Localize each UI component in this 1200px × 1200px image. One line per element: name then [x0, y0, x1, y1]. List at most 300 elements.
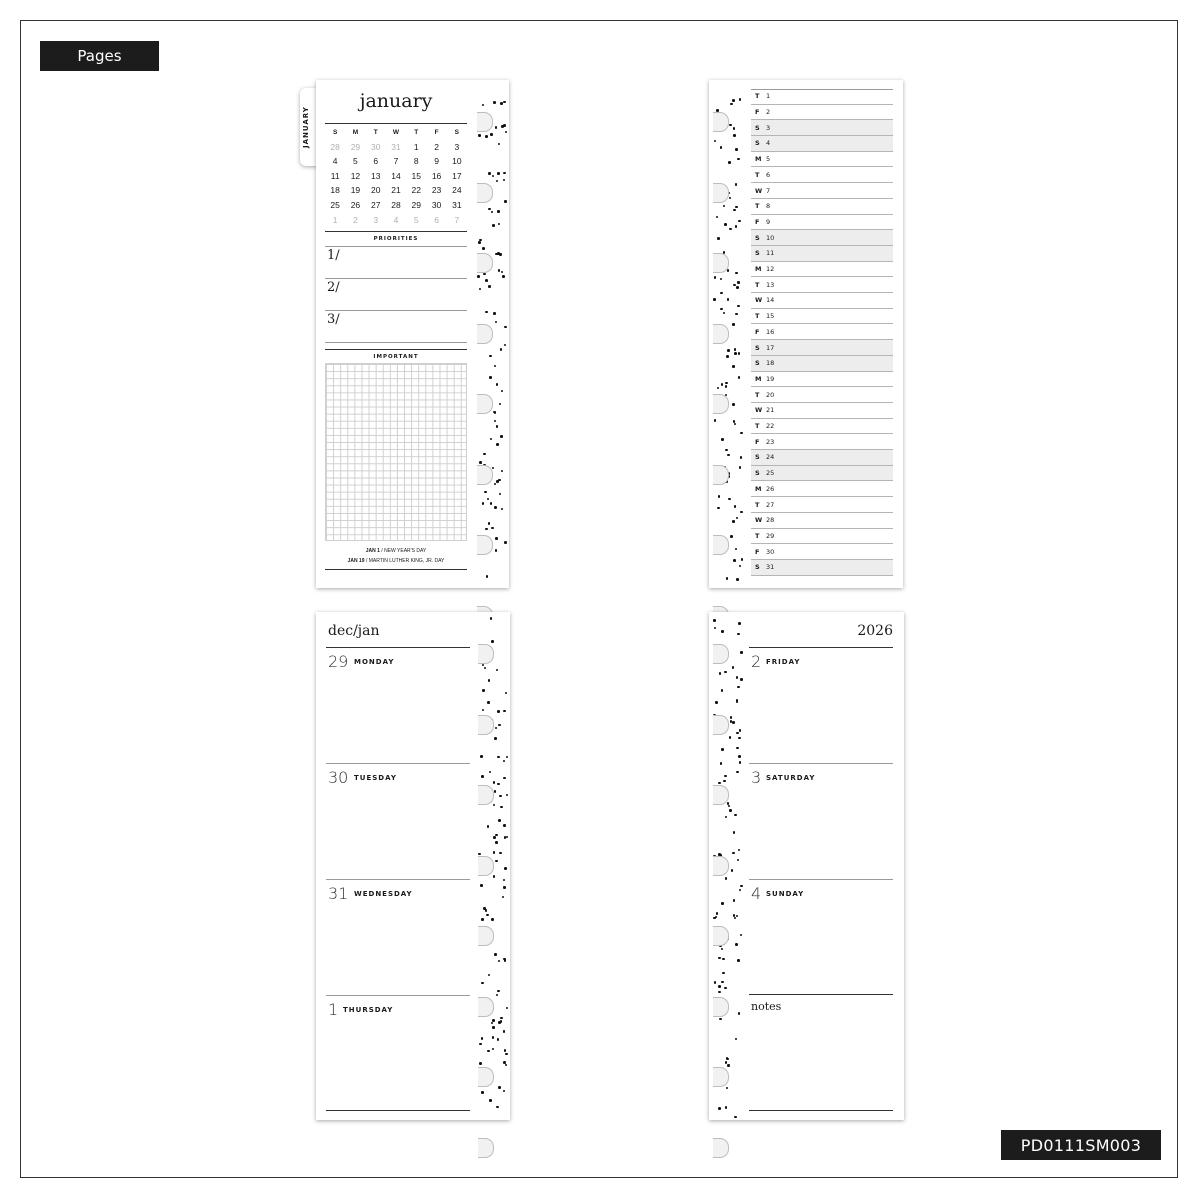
- calendar-day[interactable]: 28: [391, 199, 401, 210]
- calendar-day[interactable]: 12: [350, 170, 361, 181]
- dot-pattern: [498, 143, 501, 146]
- calendar-day[interactable]: 18: [330, 185, 340, 196]
- dot-pattern: [726, 1087, 729, 1090]
- calendar-day[interactable]: 20: [370, 185, 381, 196]
- dot-pattern: [732, 365, 735, 368]
- day-row[interactable]: [751, 152, 893, 168]
- dot-pattern: [718, 782, 721, 785]
- day-writing-area[interactable]: [751, 904, 893, 992]
- dot-pattern: [504, 1049, 507, 1052]
- calendar-day[interactable]: 8: [413, 156, 419, 167]
- dot-pattern: [737, 633, 740, 636]
- dot-pattern: [730, 535, 733, 538]
- dot-pattern: [721, 748, 724, 751]
- day-number: 1: [766, 92, 771, 101]
- dot-pattern: [736, 578, 739, 581]
- weekday-letter: W: [755, 516, 763, 525]
- dot-pattern: [482, 709, 485, 712]
- dot-pattern: [499, 403, 502, 406]
- ring-slot: [477, 112, 493, 132]
- dot-pattern: [490, 617, 493, 620]
- dot-pattern: [721, 438, 724, 441]
- weekday-header: S: [454, 129, 460, 136]
- dot-pattern: [481, 918, 484, 921]
- dot-pattern: [500, 1017, 503, 1020]
- dot-pattern: [506, 1007, 509, 1010]
- calendar-day[interactable]: 25: [330, 199, 340, 210]
- day-row[interactable]: [751, 183, 893, 199]
- calendar-day[interactable]: 24: [452, 185, 462, 196]
- ring-slot: [713, 1067, 729, 1087]
- dot-pattern: [479, 239, 482, 242]
- dot-pattern: [485, 528, 488, 531]
- dot-pattern: [736, 517, 739, 520]
- ring-slot: [713, 183, 729, 203]
- calendar-day[interactable]: 30: [370, 141, 381, 152]
- day-row[interactable]: [751, 434, 893, 450]
- dot-pattern: [739, 761, 742, 764]
- dot-pattern: [721, 630, 724, 633]
- dot-pattern: [718, 957, 721, 960]
- dot-pattern: [495, 860, 498, 863]
- weekday-header: M: [352, 129, 359, 136]
- sku-label: PD0111SM003: [1001, 1130, 1161, 1160]
- dot-pattern: [477, 275, 480, 278]
- day-number: 1: [328, 1000, 339, 1019]
- dot-pattern: [497, 172, 500, 175]
- dot-strip: [474, 612, 510, 1120]
- day-row[interactable]: [751, 419, 893, 435]
- ring-slot: [477, 253, 493, 273]
- dot-pattern: [716, 912, 719, 915]
- day-name: MONDAY: [354, 658, 395, 666]
- day-number: 27: [766, 500, 775, 509]
- day-number: 6: [766, 170, 771, 179]
- dot-pattern: [729, 197, 732, 200]
- day-row[interactable]: [751, 372, 893, 388]
- dot-pattern: [481, 1091, 484, 1094]
- calendar-day[interactable]: 16: [431, 170, 442, 181]
- dot-pattern: [503, 760, 506, 763]
- dot-pattern: [494, 420, 497, 423]
- day-row[interactable]: [751, 450, 893, 466]
- dot-pattern: [717, 237, 720, 240]
- dot-pattern: [738, 755, 741, 758]
- weekday-letter: S: [755, 469, 760, 478]
- day-name: FRIDAY: [766, 658, 801, 666]
- dot-pattern: [714, 627, 717, 630]
- dot-pattern: [733, 559, 736, 562]
- dot-pattern: [481, 775, 484, 778]
- dot-pattern: [479, 461, 482, 464]
- dot-pattern: [495, 126, 498, 129]
- calendar-day[interactable]: 7: [393, 156, 399, 167]
- divider: [325, 231, 467, 232]
- ring-slot: [478, 926, 494, 946]
- weekday-letter: T: [755, 170, 760, 179]
- calendar-day[interactable]: 23: [431, 185, 442, 196]
- dot-pattern: [713, 917, 716, 920]
- dot-pattern: [714, 140, 717, 143]
- dot-pattern: [738, 376, 741, 379]
- calendar-day[interactable]: 5: [413, 214, 419, 225]
- calendar-day[interactable]: 17: [452, 170, 462, 181]
- priority-number: 3/: [327, 312, 340, 327]
- dot-pattern: [493, 781, 496, 784]
- dot-pattern: [486, 575, 489, 578]
- ring-slot: [477, 324, 493, 344]
- calendar-day[interactable]: 19: [350, 185, 361, 196]
- ring-slot: [713, 465, 729, 485]
- dot-pattern: [719, 672, 722, 675]
- day-row[interactable]: [751, 136, 893, 152]
- weekday-letter: S: [755, 343, 760, 352]
- dot-pattern: [713, 619, 716, 622]
- dot-pattern: [492, 1036, 495, 1039]
- calendar-day[interactable]: 1: [413, 141, 419, 152]
- day-row[interactable]: [751, 309, 893, 325]
- dot-pattern: [735, 1038, 738, 1041]
- day-writing-area[interactable]: [751, 672, 893, 760]
- dot-pattern: [484, 667, 487, 670]
- ring-slot: [478, 1067, 494, 1087]
- day-row[interactable]: [751, 246, 893, 262]
- dot-pattern: [485, 135, 488, 138]
- day-number: 7: [766, 186, 771, 195]
- dot-pattern: [738, 737, 741, 740]
- important-grid[interactable]: [325, 363, 467, 541]
- dot-pattern: [503, 879, 506, 882]
- dot-pattern: [497, 210, 500, 213]
- dot-pattern: [733, 134, 736, 137]
- dot-pattern: [496, 1106, 499, 1109]
- dot-pattern: [493, 836, 496, 839]
- ring-slot: [713, 112, 729, 132]
- ring-slot: [478, 856, 494, 876]
- pages-label: Pages: [40, 41, 159, 71]
- calendar-day[interactable]: 2: [353, 214, 358, 225]
- dot-pattern: [735, 272, 738, 275]
- ring-slot: [478, 644, 494, 664]
- divider: [326, 647, 470, 648]
- day-row[interactable]: [751, 120, 893, 136]
- weekday-letter: S: [755, 123, 760, 132]
- dot-pattern: [737, 686, 740, 689]
- weekday-letter: F: [755, 547, 760, 556]
- dot-pattern: [503, 1090, 506, 1093]
- day-row[interactable]: [751, 403, 893, 419]
- dot-pattern: [734, 505, 737, 508]
- dot-pattern: [718, 1107, 721, 1110]
- dot-pattern: [735, 148, 738, 151]
- weekday-letter: F: [755, 108, 760, 117]
- dot-pattern: [725, 449, 728, 452]
- dot-pattern: [495, 537, 498, 540]
- dot-pattern: [726, 577, 729, 580]
- dot-strip: [709, 80, 745, 588]
- dot-pattern: [713, 298, 716, 301]
- calendar-day[interactable]: 29: [350, 141, 361, 152]
- dot-pattern: [741, 558, 744, 561]
- dot-pattern: [725, 382, 728, 385]
- day-number: 24: [766, 453, 775, 462]
- dot-pattern: [504, 200, 507, 203]
- ring-slot: [713, 715, 729, 735]
- calendar-day[interactable]: 3: [373, 214, 379, 225]
- priority-line[interactable]: [325, 278, 467, 279]
- dot-pattern: [482, 502, 485, 505]
- ring-slot: [713, 644, 729, 664]
- dot-pattern: [725, 1061, 728, 1064]
- priority-number: 2/: [327, 280, 340, 295]
- dot-pattern: [492, 224, 495, 227]
- calendar-day[interactable]: 29: [411, 199, 422, 210]
- day-name: WEDNESDAY: [354, 890, 413, 898]
- dot-pattern: [488, 679, 491, 682]
- dot-pattern: [490, 133, 493, 136]
- day-row[interactable]: [751, 215, 893, 231]
- holiday-item: JAN 1 / NEW YEAR'S DAY: [365, 548, 427, 554]
- day-writing-area[interactable]: [328, 672, 470, 760]
- day-number: 15: [766, 312, 775, 321]
- calendar-day[interactable]: 4: [332, 156, 338, 167]
- calendar-day[interactable]: 14: [391, 170, 401, 181]
- dot-pattern: [735, 943, 738, 946]
- divider: [749, 994, 893, 995]
- dot-pattern: [494, 365, 497, 368]
- calendar-day[interactable]: 9: [434, 156, 439, 167]
- priority-line[interactable]: [325, 310, 467, 311]
- calendar-day[interactable]: 4: [393, 214, 399, 225]
- dot-pattern: [736, 286, 739, 289]
- dot-pattern: [503, 1030, 506, 1033]
- ring-slot: [713, 997, 729, 1017]
- calendar-day[interactable]: 7: [454, 214, 460, 225]
- month-tab-label: JANUARY: [302, 106, 310, 148]
- day-row[interactable]: [751, 529, 893, 545]
- calendar-day[interactable]: 6: [434, 214, 439, 225]
- weekday-letter: T: [755, 280, 760, 289]
- holidays-list: [325, 546, 467, 566]
- calendar-day[interactable]: 30: [431, 199, 442, 210]
- dot-pattern: [733, 284, 736, 287]
- day-row[interactable]: [751, 560, 893, 576]
- day-row[interactable]: [751, 262, 893, 278]
- dot-pattern: [726, 355, 729, 358]
- calendar-day[interactable]: 6: [373, 156, 379, 167]
- day-row[interactable]: [751, 466, 893, 482]
- dot-pattern: [498, 269, 501, 272]
- dot-pattern: [481, 982, 484, 985]
- day-row[interactable]: [751, 325, 893, 341]
- dot-pattern: [503, 824, 506, 827]
- weekday-letter: T: [755, 531, 760, 540]
- day-row[interactable]: [751, 89, 893, 105]
- dot-pattern: [730, 103, 733, 106]
- day-number: 19: [766, 374, 775, 383]
- dot-pattern: [485, 909, 488, 912]
- dot-pattern: [493, 312, 496, 315]
- dot-strip: [709, 612, 745, 1120]
- dot-pattern: [720, 762, 723, 765]
- dot-pattern: [501, 390, 504, 393]
- calendar-day[interactable]: 31: [452, 199, 462, 210]
- dot-pattern: [493, 875, 496, 878]
- weekday-letter: M: [755, 265, 762, 274]
- calendar-day[interactable]: 1: [332, 214, 338, 225]
- dot-pattern: [504, 867, 507, 870]
- day-row[interactable]: [751, 482, 893, 498]
- dot-pattern: [503, 124, 506, 127]
- day-writing-area[interactable]: [328, 1020, 470, 1108]
- dot-pattern: [734, 814, 737, 817]
- day-writing-area[interactable]: [751, 788, 893, 876]
- day-row[interactable]: [751, 356, 893, 372]
- calendar-day[interactable]: 28: [330, 141, 340, 152]
- day-row[interactable]: [751, 168, 893, 184]
- dot-pattern: [736, 915, 739, 918]
- calendar-day[interactable]: 26: [350, 199, 361, 210]
- calendar-day[interactable]: 27: [370, 199, 381, 210]
- calendar-day[interactable]: 3: [454, 141, 460, 152]
- weekday-letter: S: [755, 359, 760, 368]
- dot-pattern: [505, 1053, 508, 1056]
- day-divider: [326, 995, 470, 996]
- dot-pattern: [716, 216, 719, 219]
- weekday-header: F: [434, 129, 439, 136]
- calendar-day[interactable]: 21: [391, 185, 401, 196]
- dot-pattern: [498, 1021, 501, 1024]
- day-writing-area[interactable]: [328, 904, 470, 992]
- calendar-day[interactable]: 5: [353, 156, 358, 167]
- calendar-day[interactable]: 13: [370, 170, 381, 181]
- dot-pattern: [496, 180, 499, 183]
- weekday-letter: S: [755, 249, 760, 258]
- dot-pattern: [488, 172, 491, 175]
- day-row[interactable]: [751, 513, 893, 529]
- day-row[interactable]: [751, 544, 893, 560]
- dot-pattern: [499, 852, 502, 855]
- weekday-header: W: [392, 129, 400, 136]
- dot-pattern: [738, 1012, 741, 1015]
- day-number: 17: [766, 343, 775, 352]
- priority-line[interactable]: [325, 342, 467, 343]
- dot-pattern: [727, 269, 730, 272]
- dot-pattern: [735, 313, 738, 316]
- dot-pattern: [724, 987, 727, 990]
- dot-pattern: [491, 211, 494, 214]
- weekday-letter: W: [755, 186, 763, 195]
- dot-pattern: [505, 1064, 508, 1067]
- day-row[interactable]: [751, 387, 893, 403]
- dot-pattern: [717, 387, 720, 390]
- dot-pattern: [738, 220, 741, 223]
- dot-pattern: [732, 520, 735, 523]
- dot-pattern: [724, 223, 727, 226]
- outer-frame: [20, 20, 1178, 1178]
- day-writing-area[interactable]: [328, 788, 470, 876]
- dot-pattern: [727, 298, 730, 301]
- day-row[interactable]: [751, 497, 893, 513]
- dot-pattern: [504, 326, 507, 329]
- dot-pattern: [504, 344, 507, 347]
- day-row[interactable]: [751, 105, 893, 121]
- day-divider: [749, 763, 893, 764]
- day-row[interactable]: [751, 230, 893, 246]
- day-number: 2: [766, 108, 771, 117]
- dot-pattern: [714, 981, 717, 984]
- day-row[interactable]: [751, 293, 893, 309]
- dot-pattern: [497, 710, 500, 713]
- dot-pattern: [496, 443, 499, 446]
- day-number: 8: [766, 202, 771, 211]
- important-heading: IMPORTANT: [373, 354, 419, 360]
- dot-pattern: [728, 805, 731, 808]
- weekday-letter: T: [755, 92, 760, 101]
- dot-pattern: [503, 101, 506, 104]
- dot-pattern: [494, 953, 497, 956]
- dot-pattern: [729, 124, 732, 127]
- calendar-day[interactable]: 31: [391, 141, 401, 152]
- calendar-day[interactable]: 22: [411, 185, 422, 196]
- dot-pattern: [491, 918, 494, 921]
- day-name: SATURDAY: [766, 774, 816, 782]
- day-name: THURSDAY: [343, 1006, 394, 1014]
- dot-pattern: [487, 1050, 490, 1053]
- day-number: 18: [766, 359, 775, 368]
- day-row[interactable]: [751, 277, 893, 293]
- dot-pattern: [498, 819, 501, 822]
- dot-pattern: [721, 948, 724, 951]
- dot-pattern: [721, 902, 724, 905]
- dot-pattern: [488, 974, 491, 977]
- year-label: 2026: [857, 623, 893, 639]
- dot-pattern: [503, 172, 506, 175]
- dot-pattern: [736, 747, 739, 750]
- weekday-letter: S: [755, 139, 760, 148]
- calendar-day[interactable]: 10: [452, 156, 462, 167]
- dot-pattern: [478, 134, 481, 137]
- dot-pattern: [734, 917, 737, 920]
- dot-pattern: [729, 809, 732, 812]
- calendar-day[interactable]: 15: [411, 170, 422, 181]
- dot-pattern: [731, 869, 734, 872]
- day-row[interactable]: [751, 340, 893, 356]
- ring-slot: [478, 715, 494, 735]
- dot-pattern: [721, 383, 724, 386]
- weekday-letter: M: [755, 374, 762, 383]
- dot-pattern: [740, 885, 743, 888]
- dot-pattern: [720, 308, 723, 311]
- ring-slot: [713, 324, 729, 344]
- dot-pattern: [732, 721, 735, 724]
- dot-pattern: [718, 985, 721, 988]
- dot-pattern: [735, 206, 738, 209]
- calendar-day[interactable]: 11: [330, 170, 340, 181]
- day-number: 26: [766, 484, 775, 493]
- dot-pattern: [733, 899, 736, 902]
- dot-pattern: [732, 99, 735, 102]
- day-number: 16: [766, 327, 775, 336]
- day-divider: [326, 763, 470, 764]
- day-row[interactable]: [751, 199, 893, 215]
- calendar-day[interactable]: 2: [434, 141, 439, 152]
- dot-pattern: [739, 889, 742, 892]
- day-number: 30: [766, 547, 775, 556]
- ring-slot: [713, 1138, 729, 1158]
- ring-slot: [713, 253, 729, 273]
- dot-pattern: [483, 453, 486, 456]
